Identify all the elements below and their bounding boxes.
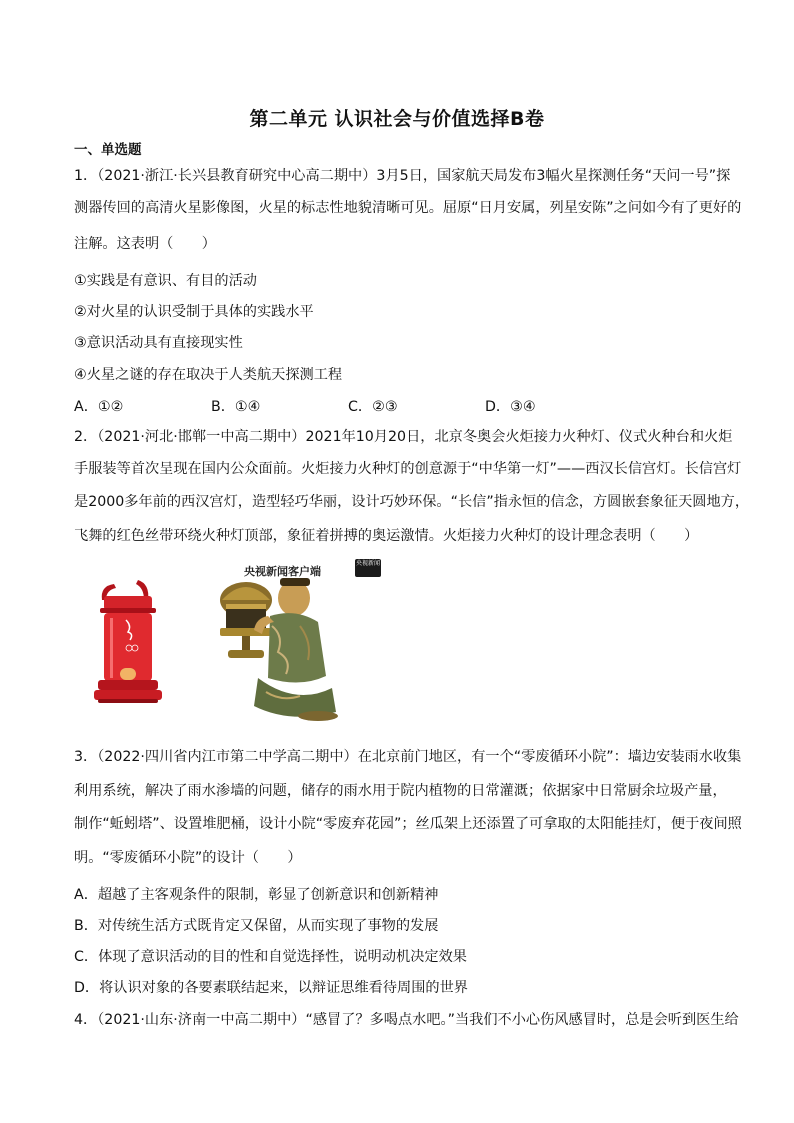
q3-line-2: 利用系统，解决了雨水渗墙的问题，储存的雨水用于院内植物的日常灌溉；依据家中日常厨余垃圾产量，	[74, 783, 727, 799]
q1-option-c: C．②③	[348, 399, 398, 415]
q2-line-3: 是2000多年前的西汉宫灯，造型轻巧华丽，设计巧妙环保。“长信”指永恒的信念，方圆嵌套象征天圆地方，	[74, 494, 750, 510]
news-badge: 央视新闻	[355, 559, 381, 577]
q1-statement-1: ①实践是有意识、有目的活动	[74, 273, 257, 289]
q2-line-4: 飞舞的红色丝带环绕火种灯顶部，象征着拼搏的奥运激情。火炬接力火种灯的设计理念表明（ ）	[74, 528, 699, 544]
q1-statement-3: ③意识活动具有直接现实性	[74, 335, 243, 351]
red-lantern-icon	[94, 580, 162, 703]
q2-line-2: 手服装等首次呈现在国内公众面前。火炬接力火种灯的创意源于“中华第一灯”——西汉长信宫灯。长信宫灯	[74, 461, 742, 477]
q3-line-1: 3．（2022·四川省内江市第二中学高二期中）在北京前门地区，有一个“零废循环小院”：墙边安装雨水收集	[74, 749, 742, 765]
q1-statement-4: ④火星之谜的存在取决于人类航天探测工程	[74, 367, 343, 383]
q3-option-b: B．对传统生活方式既肯定又保留，从而实现了事物的发展	[74, 918, 439, 934]
q3-option-a: A．超越了主客观条件的限制，彰显了创新意识和创新精神	[74, 887, 439, 903]
q3-option-d: D．将认识对象的各要素联结起来，以辩证思维看待周围的世界	[74, 980, 468, 996]
palace-lamp-icon	[220, 578, 338, 721]
q1-line-1: 1．（2021·浙江·长兴县教育研究中心高二期中）3月5日，国家航天局发布3幅火星探测任务“天问一号”探	[74, 168, 731, 184]
image-source-caption: 央视新闻客户端	[244, 565, 321, 578]
q3-option-c: C．体现了意识活动的目的性和自觉选择性，说明动机决定效果	[74, 949, 467, 965]
q1-option-b: B．①④	[211, 399, 261, 415]
q2-line-1: 2．（2021·河北·邯郸一中高二期中）2021年10月20日，北京冬奥会火炬接力火种灯、仪式火种台和火炬	[74, 429, 733, 445]
q1-statement-2: ②对火星的认识受制于具体的实践水平	[74, 304, 314, 320]
q1-option-d: D．③④	[485, 399, 536, 415]
section-heading: 一、单选题	[74, 142, 142, 158]
document-title: 第二单元 认识社会与价值选择B卷	[249, 108, 545, 130]
q1-line-3: 注解。这表明（ ）	[74, 236, 216, 252]
q3-line-3: 制作“蚯蚓塔”、设置堆肥桶，设计小院“零废弃花园”；丝瓜架上还添置了可拿取的太阳能挂灯，便于夜间照	[74, 816, 742, 832]
q3-line-4: 明。“零废循环小院”的设计（ ）	[74, 850, 302, 866]
q4-line-1: 4．（2021·山东·济南一中高二期中）“感冒了？多喝点水吧。”当我们不小心伤风感冒时，总是会听到医生给	[74, 1012, 739, 1028]
lantern-figure	[86, 556, 386, 726]
q1-line-2: 测器传回的高清火星影像图，火星的标志性地貌清晰可见。屈原“日月安属，列星安陈”之问如今有了更好的	[74, 200, 742, 216]
q1-option-a: A．①②	[74, 399, 124, 415]
